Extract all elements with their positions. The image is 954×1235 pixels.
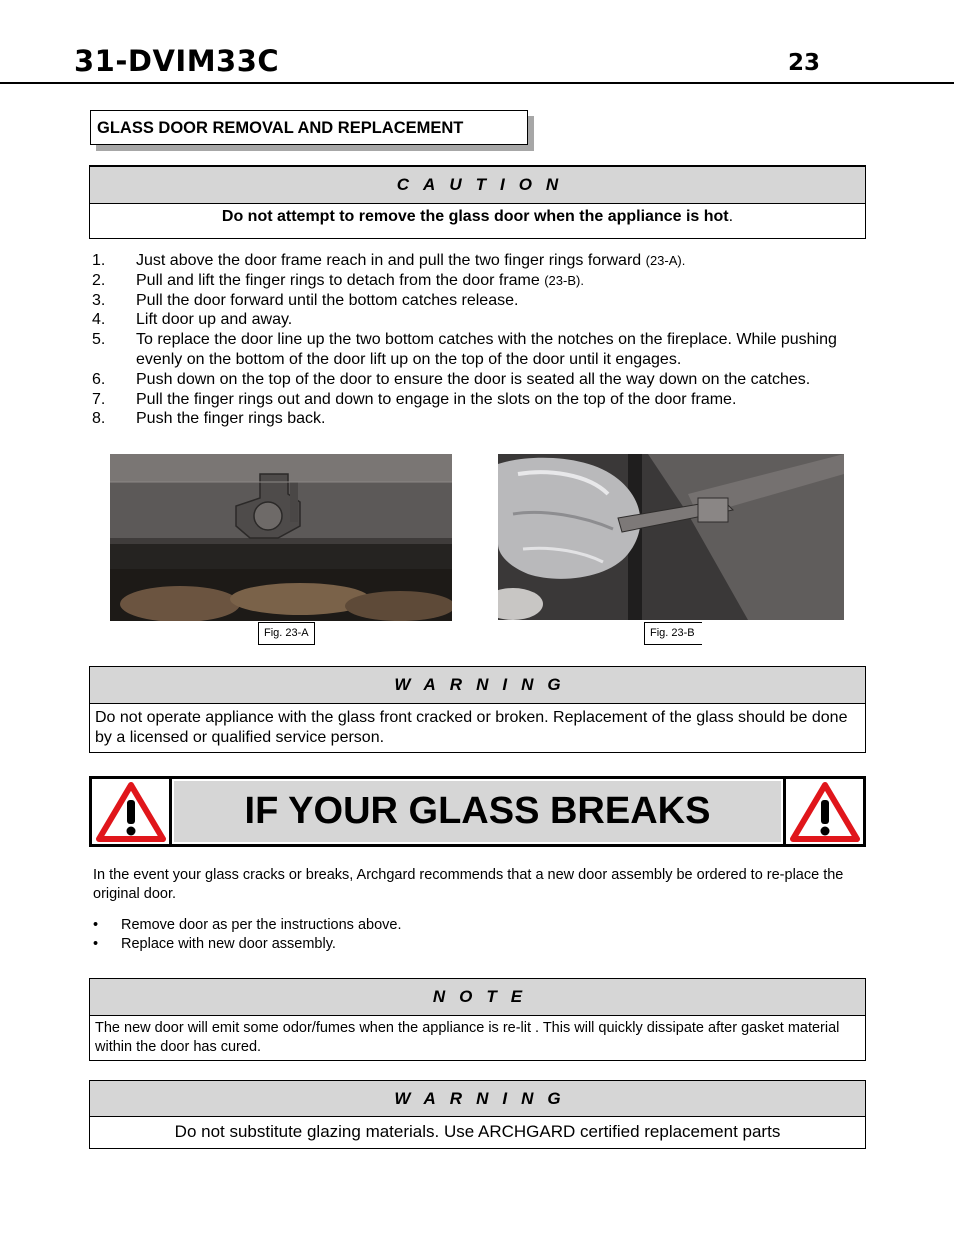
step-text: To replace the door line up the two bottom catches with the notches on the fireplace. While pushing evenly on the bottom of the door lift up on the top of the door until it engages. — [136, 331, 837, 368]
step-item — [92, 291, 872, 311]
glass-breaks-banner — [89, 776, 866, 847]
caution-box — [89, 165, 866, 239]
step-number: 1. — [92, 252, 106, 269]
warning-heading: WARNING — [90, 667, 865, 704]
step-number: 2. — [92, 271, 106, 289]
note-text: The new door will emit some odor/fumes when the appliance is re-lit . This will quickly dissipate after gasket material within the door has cured. — [95, 1020, 840, 1055]
photo-glove-pulling-ring — [498, 454, 844, 620]
step-number: 7. — [92, 390, 106, 408]
note-heading: NOTE — [90, 979, 865, 1016]
warning-triangle-icon — [790, 782, 860, 842]
step-list — [92, 251, 872, 429]
step-item — [92, 251, 872, 271]
step-item — [92, 390, 872, 410]
photo-b-illustration — [498, 454, 844, 620]
list-item: • Remove door as per the instructions above. — [93, 917, 402, 933]
warning-box-glazing — [89, 1080, 866, 1149]
step-number: 3. — [92, 291, 106, 309]
step-number: 6. — [92, 370, 106, 388]
step-text: Push down on the top of the door to ensure the door is seated all the way down on the catches. — [136, 370, 811, 388]
header-divider — [0, 82, 954, 84]
model-title: 31-DVIM33C — [74, 44, 280, 78]
section-title-box — [90, 110, 528, 145]
step-item — [92, 330, 872, 370]
step-text: Pull the finger rings out and down to engage in the slots on the top of the door frame. — [136, 390, 737, 408]
step-text: Just above the door frame reach in and pull the two finger rings forward (23-A). — [136, 252, 686, 269]
warning-box-glass-cracked — [89, 666, 866, 753]
step-number: 4. — [92, 311, 106, 329]
step-item — [92, 310, 872, 330]
warning-triangle-right — [786, 779, 863, 844]
step-item — [92, 370, 872, 390]
list-item: • Replace with new door assembly. — [93, 936, 336, 952]
step-text: Push the finger rings back. — [136, 410, 326, 428]
warning-triangle-left — [92, 779, 169, 844]
warning-triangle-icon — [96, 782, 166, 842]
note-box — [89, 978, 866, 1061]
step-number: 5. — [92, 331, 106, 349]
warning-heading: WARNING — [90, 1081, 865, 1117]
step-number: 8. — [92, 410, 106, 428]
figure-23b-label: Fig. 23-B — [644, 622, 702, 645]
photo-door-frame-finger-ring — [110, 454, 452, 621]
caution-text: Do not attempt to remove the glass door when the appliance is hot. — [221, 208, 734, 225]
step-item — [92, 271, 872, 291]
bullet-icon: • — [93, 936, 99, 952]
warning-text: Do not substitute glazing materials. Use ARCHGARD certified replacement parts — [174, 1122, 781, 1141]
step-item — [92, 409, 872, 429]
bullet-icon: • — [93, 917, 99, 933]
figure-23a-label: Fig. 23-A — [258, 622, 315, 645]
step-text: Pull and lift the finger rings to detach from the door frame (23-B). — [136, 271, 584, 289]
figure-reference: (23-B). — [544, 272, 584, 288]
glass-breaks-intro: In the event your glass cracks or breaks, Archgard recommends that a new door assembly be ordered to re-place the original door. — [93, 867, 844, 902]
page-number: 23 — [788, 50, 821, 76]
figure-reference: (23-A). — [645, 253, 686, 268]
banner-title: IF YOUR GLASS BREAKS — [172, 779, 783, 844]
section-title: GLASS DOOR REMOVAL AND REPLACEMENT — [90, 110, 528, 145]
glass-breaks-bullets — [93, 916, 853, 954]
photo-a-illustration — [110, 454, 452, 621]
step-text: Lift door up and away. — [136, 311, 293, 329]
caution-heading: CAUTION — [90, 167, 865, 204]
warning-text: Do not operate appliance with the glass front cracked or broken. Replacement of the glass should be done by a licensed or qualified service person. — [95, 709, 848, 746]
step-text: Pull the door forward until the bottom catches release. — [136, 291, 519, 309]
